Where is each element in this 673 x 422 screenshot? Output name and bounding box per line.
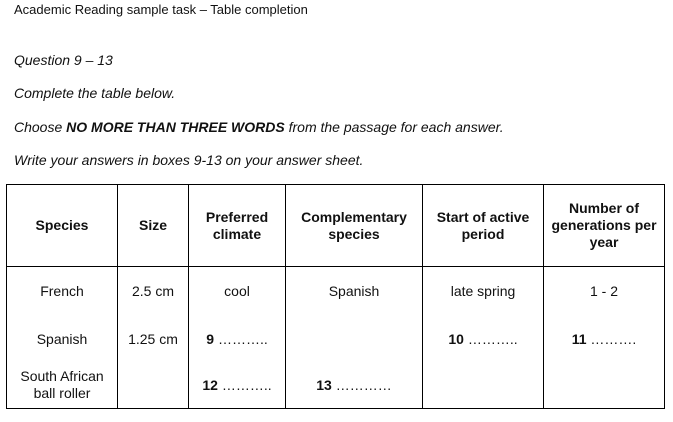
table-row-spanish [7, 316, 665, 362]
answer-gap-10[interactable] [448, 331, 517, 347]
cell-size [118, 362, 189, 409]
question-heading: Question 9 – 13 [14, 52, 113, 68]
answer-table [6, 184, 665, 409]
cell-start [423, 316, 544, 362]
cell-climate: cool [189, 267, 286, 317]
instruction-word-limit: NO MORE THAN THREE WORDS [66, 119, 285, 135]
cell-species: French [7, 267, 118, 317]
gap-dots: ……….. [221, 376, 272, 393]
table-row-french [7, 267, 665, 317]
cell-generations: 1 - 2 [544, 267, 665, 317]
table-header-row [7, 185, 665, 267]
col-header-climate: Preferred climate [189, 185, 286, 267]
cell-generations [544, 362, 665, 409]
cell-complementary [286, 362, 423, 409]
gap-dots: ………… [335, 376, 392, 393]
gap-number: 11 [571, 330, 587, 347]
col-header-generations: Number of generations per year [544, 185, 665, 267]
gap-dots: ……….. [217, 330, 268, 347]
col-header-complementary: Complementary species [286, 185, 423, 267]
gap-number: 10 [448, 330, 464, 347]
instruction-choose-after: from the passage for each answer. [284, 119, 504, 135]
gap-number: 12 [202, 376, 218, 393]
table-row-south-african [7, 362, 665, 409]
cell-climate [189, 316, 286, 362]
cell-size: 2.5 cm [118, 267, 189, 317]
cell-complementary: Spanish [286, 267, 423, 317]
instruction-write: Write your answers in boxes 9-13 on your answer sheet. [14, 152, 364, 168]
answer-gap-11[interactable] [572, 331, 637, 347]
answer-gap-13[interactable] [316, 377, 391, 393]
col-header-species: Species [7, 185, 118, 267]
cell-generations [544, 316, 665, 362]
gap-number: 13 [316, 376, 332, 393]
instruction-complete: Complete the table below. [14, 85, 176, 101]
cell-species: Spanish [7, 316, 118, 362]
instruction-choose-before: Choose [14, 119, 67, 135]
gap-dots: ……….. [467, 330, 518, 347]
col-header-start: Start of active period [423, 185, 544, 267]
page-header: Academic Reading sample task – Table completion [14, 2, 308, 17]
instruction-choose [14, 118, 504, 136]
answer-gap-9[interactable] [206, 331, 267, 347]
answer-gap-12[interactable] [202, 377, 271, 393]
cell-complementary [286, 316, 423, 362]
cell-climate [189, 362, 286, 409]
cell-species: South African ball roller [7, 362, 118, 409]
gap-number: 9 [206, 330, 215, 347]
cell-size: 1.25 cm [118, 316, 189, 362]
gap-dots: ………. [590, 330, 637, 347]
cell-start: late spring [423, 267, 544, 317]
cell-start [423, 362, 544, 409]
col-header-size: Size [118, 185, 189, 267]
